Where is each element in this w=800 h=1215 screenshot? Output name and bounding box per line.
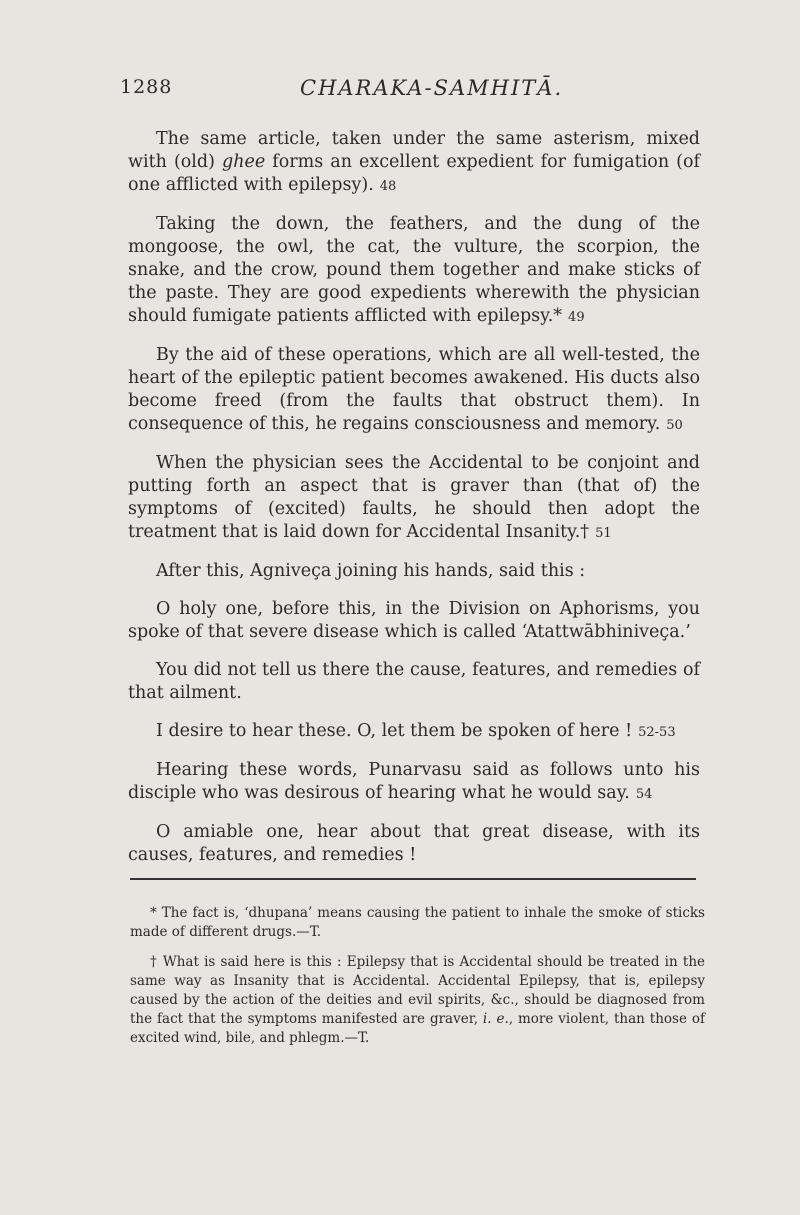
- page-number: 1288: [120, 76, 173, 98]
- page-header: [120, 76, 700, 104]
- paragraph: The same article, taken under the same asterism, mixed with (old) ghee forms an excellent expedient for fumigation (of one afflicted with epilepsy). 48: [128, 129, 700, 195]
- verse-number: 49: [568, 310, 585, 325]
- paragraph: O holy one, before this, in the Division on Aphorisms, you spoke of that severe disease which is called ‘Atattwābhiniveça.’: [128, 599, 700, 642]
- paragraph: O amiable one, hear about that great disease, with its causes, features, and remedies !: [128, 822, 700, 865]
- footnote-divider: [130, 878, 696, 880]
- paragraph: After this, Agniveça joining his hands, said this :: [156, 561, 586, 581]
- paragraph: You did not tell us there the cause, features, and remedies of that ailment.: [128, 660, 700, 703]
- paragraph: When the physician sees the Accidental to be conjoint and putting forth an aspect that is graver than (that of) the symptoms of (excited) faults, he should then adopt the treatment that is laid down for Accidental Insanity.† 51: [128, 453, 700, 542]
- paragraph: I desire to hear these. O, let them be spoken of here ! 52-53: [156, 721, 676, 741]
- footnote: * The fact is, ‘dhupana’ means causing the patient to inhale the smoke of sticks made of different drugs.—T.: [130, 905, 705, 940]
- verse-number: 48: [379, 179, 397, 194]
- paragraph: Taking the down, the feathers, and the dung of the mongoose, the owl, the cat, the vulture, the scorpion, the snake, and the crow, pound them together and make sticks of the paste. They are good expedients wherewith the physician should fumigate patients afflicted with epilepsy.* 49: [128, 214, 700, 326]
- paragraph: Hearing these words, Punarvasu said as follows unto his disciple who was desirous of hearing what he would say. 54: [128, 760, 700, 803]
- verse-number: 50: [666, 418, 683, 433]
- verse-number: 51: [595, 526, 612, 541]
- body-text: [128, 128, 700, 882]
- running-title: CHARAKA-SAMHITĀ.: [300, 76, 564, 100]
- paragraph: By the aid of these operations, which are all well-tested, the heart of the epileptic patient becomes awakened. His ducts also become freed (from the faults that obstruct them). In consequence of this, he regains consciousness and memory. 50: [128, 345, 700, 434]
- verse-number: 52-53: [638, 725, 676, 740]
- footnotes: [130, 904, 705, 1059]
- footnote: † What is said here is this : Epilepsy that is Accidental should be treated in the same way as Insanity that is Accidental. Accidental Epilepsy, that is, epilepsy caused by the action of the deities and evil spirits, &c., should be diagnosed from the fact that the symptoms manifested are graver, i. e., more violent, than those of excited wind, bile, and phlegm.—T.: [130, 954, 706, 1046]
- verse-number: 54: [635, 787, 653, 802]
